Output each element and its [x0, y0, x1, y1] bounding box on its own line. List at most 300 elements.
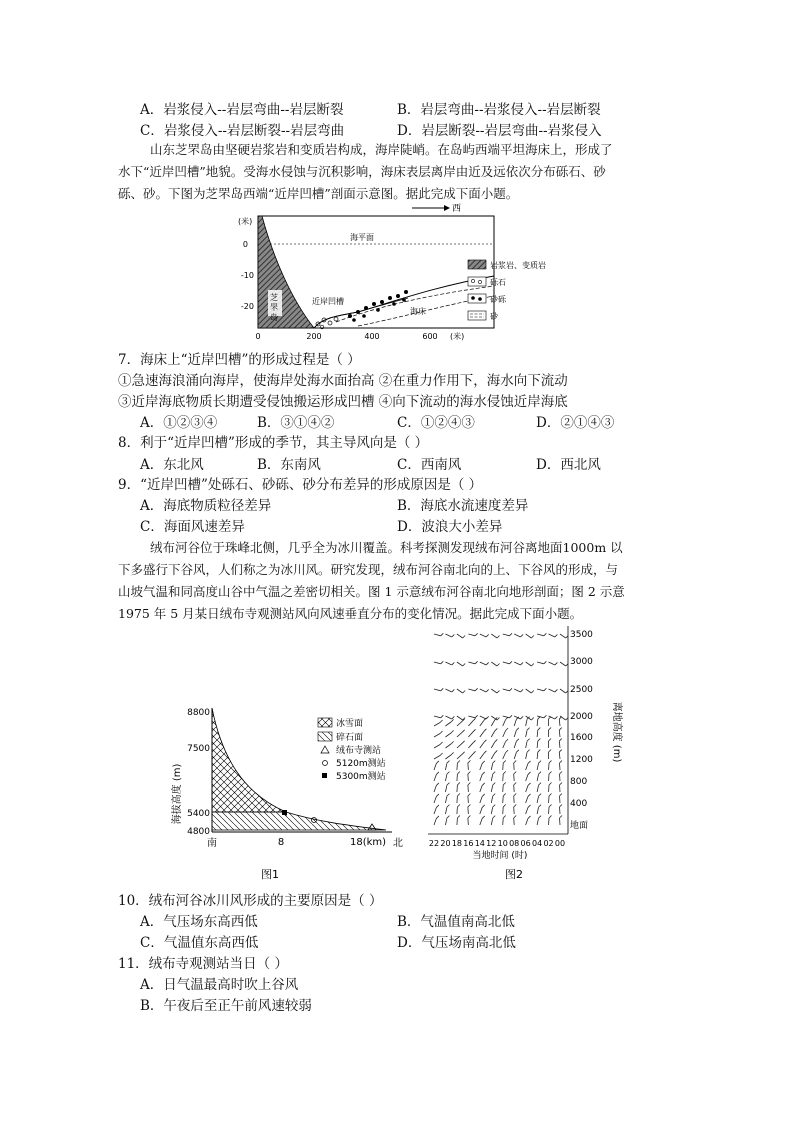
wind-barb-flag — [486, 689, 489, 692]
wind-barb-flag — [436, 805, 439, 808]
wind-barb-flag — [560, 761, 563, 764]
q11-option-b: B．午夜后至正午前风速较弱 — [140, 998, 312, 1014]
wind-barb — [537, 752, 538, 759]
wind-barb — [434, 796, 436, 803]
fig1-ytick-7500: 7500 — [187, 744, 210, 754]
wind-barb — [468, 716, 475, 718]
x-tick-600: 600 — [422, 332, 438, 341]
wind-barb — [526, 774, 528, 781]
passage2-line1: 绒布河谷位于珠峰北侧，几乎全为冰川覆盖。科考探测发现绒布河谷离地面1000m 以 — [150, 540, 623, 555]
wind-barb — [503, 716, 510, 718]
q9-stem: 9．“近岸凹槽”处砾石、砂砾、砂分布差异的形成原因是（ ） — [118, 477, 483, 493]
fig1-south: 南 — [207, 838, 217, 849]
wind-barb-flag — [549, 794, 552, 797]
passage1-line2: 水下“近岸凹槽”地貌。受海水侵蚀与沉积影响，海床表层离岸由近及远依次分布砾石、砂 — [118, 164, 606, 179]
wind-barb-flag — [441, 661, 444, 664]
wind-barb — [559, 719, 560, 726]
wind-barb — [457, 754, 462, 759]
wind-barb-flag — [475, 688, 478, 691]
wind-barb-flag — [493, 772, 496, 775]
wind-barb — [468, 689, 475, 691]
wind-barb-flag — [457, 783, 460, 786]
wind-barb — [537, 796, 538, 803]
q10-option-b: B．气温值南高北低 — [397, 914, 515, 930]
wind-barb-flag — [549, 728, 552, 731]
wind-barb-flag — [495, 728, 498, 731]
wind-barb-flag — [495, 750, 498, 753]
wind-barb — [526, 785, 528, 792]
wind-barb — [480, 796, 482, 803]
wind-barb-flag — [539, 783, 542, 786]
wind-barb-flag — [560, 783, 563, 786]
q7-option-c: C．①②④③ — [397, 415, 475, 431]
wind-barb-flag — [506, 739, 509, 742]
wind-barb — [434, 785, 436, 792]
fig2-x-ticks — [429, 839, 565, 848]
fig2-xtick: 08 — [509, 839, 520, 848]
wind-barb — [434, 774, 436, 781]
wind-barb — [491, 785, 492, 792]
wind-barb-flag — [451, 730, 454, 733]
q6-option-d: D．岩层断裂--岩层弯曲--岩浆侵入 — [397, 123, 602, 139]
q9-option-c: C．海面风速差异 — [140, 519, 245, 535]
wind-barb — [434, 807, 436, 814]
y-tick-10: -10 — [240, 271, 254, 280]
fig2-xtick: 10 — [497, 839, 508, 848]
wind-barb-flag — [509, 688, 512, 691]
x-tick-200: 200 — [306, 332, 322, 341]
q9-option-d: D．波浪大小差异 — [397, 519, 503, 535]
wind-barb-flag — [503, 816, 506, 819]
wind-barb-flag — [560, 816, 563, 819]
wind-barb — [503, 753, 506, 759]
wind-barb-flag — [539, 761, 542, 764]
wind-barb-flag — [549, 761, 552, 764]
wind-barb — [526, 763, 528, 770]
wind-barb-flag — [544, 633, 547, 636]
wind-barb — [537, 719, 538, 726]
wind-barb-flag — [521, 662, 524, 665]
wind-barb — [480, 818, 482, 825]
wind-barb-flag — [538, 728, 541, 731]
fig2-xtick: 00 — [554, 839, 566, 848]
wind-barb — [514, 719, 516, 726]
fig1-ytick-4800: 4800 — [187, 827, 210, 837]
wind-barb-flag — [482, 794, 485, 797]
wind-barb — [537, 730, 538, 737]
wind-barb — [445, 689, 451, 692]
wind-barb — [434, 734, 440, 738]
fig1-xtick-18: 18(km) — [349, 837, 387, 848]
wind-barb-flag — [441, 688, 444, 691]
wind-barb — [514, 662, 520, 665]
wind-barb-flag — [559, 750, 562, 753]
wind-barb — [457, 689, 463, 693]
q8-option-b: B．东南风 — [257, 457, 321, 473]
wind-barb-flag — [473, 751, 476, 754]
passage2-line3: 山坡气温和同高度山谷中气温之差密切相关。图 1 示意绒布河谷南北向地形剖面；图 2 示意 — [118, 584, 625, 599]
wind-barb-flag — [544, 688, 547, 691]
wind-barb-flag — [521, 634, 524, 637]
wind-barb-flag — [555, 634, 558, 637]
wind-barb — [491, 662, 497, 666]
wind-barb — [491, 807, 492, 814]
wind-barb-flag — [560, 794, 563, 797]
wind-barb-flag — [549, 805, 552, 808]
wind-barb — [491, 796, 492, 803]
wind-barb — [559, 730, 560, 737]
wind-barb-flag — [549, 750, 552, 753]
wind-barb-flag — [509, 661, 512, 664]
wind-barb — [503, 689, 510, 691]
wind-barb-flag — [475, 661, 478, 664]
wind-barb — [503, 731, 506, 737]
wind-barb — [526, 741, 527, 748]
wind-barb — [457, 634, 463, 638]
wind-barb-flag — [521, 689, 524, 692]
wind-barb-flag — [521, 716, 524, 719]
wind-barb — [526, 634, 532, 638]
wind-barb-flag — [452, 716, 455, 719]
wind-barb-flag — [440, 742, 443, 745]
wind-barb-flag — [482, 783, 485, 786]
wind-barb-flag — [441, 633, 444, 636]
wind-barb — [434, 745, 440, 749]
wind-barb-flag — [503, 761, 506, 764]
wind-barb-flag — [486, 716, 489, 719]
wind-barb-flag — [497, 664, 500, 667]
fig2-xtick: 04 — [531, 839, 543, 848]
wind-barb — [537, 774, 538, 781]
wind-barb-flag — [514, 761, 517, 764]
wind-barb — [503, 720, 506, 726]
wind-barb — [457, 716, 463, 720]
wind-barb-flag — [447, 794, 450, 797]
wind-barb-flag — [528, 816, 531, 819]
fig1-legend-debris: 碎石面 — [336, 733, 364, 743]
wind-barb-flag — [549, 816, 552, 819]
wind-barb — [526, 807, 528, 814]
wind-barb — [445, 774, 446, 781]
q8-option-a: A．东北风 — [140, 457, 204, 473]
fig2-ytick-1600: 1600 — [570, 733, 593, 743]
fig1-caption: 图1 — [261, 868, 279, 881]
wind-barb-flag — [528, 761, 531, 764]
wind-barb-flag — [482, 816, 485, 819]
wind-barb — [480, 807, 482, 814]
q8-option-c: C．西南风 — [397, 457, 462, 473]
wind-barb — [480, 763, 482, 770]
wind-barb-flag — [475, 633, 478, 636]
wind-barb-flag — [538, 750, 541, 753]
wind-barb — [480, 742, 484, 748]
wind-barb-flag — [528, 794, 531, 797]
wind-barb — [549, 634, 555, 637]
wind-barb-flag — [544, 715, 547, 718]
wind-barb — [491, 818, 492, 825]
x-tick-0: 0 — [255, 332, 261, 341]
wind-barb-flag — [473, 729, 476, 732]
passage1-line3: 砾、砂。下图为芝罘岛西端“近岸凹槽”剖面示意图。据此完成下面小题。 — [118, 186, 519, 201]
wind-barb-flag — [531, 718, 534, 721]
wind-barb-flag — [447, 772, 450, 775]
wind-barb — [468, 732, 473, 737]
wind-barb-flag — [451, 719, 454, 722]
wind-barb-flag — [440, 720, 443, 723]
wind-barb-flag — [493, 794, 496, 797]
wind-barb-flag — [503, 772, 506, 775]
wind-barb — [549, 662, 555, 665]
q6-option-a: A．岩浆侵入--岩层弯曲--岩层断裂 — [140, 102, 344, 118]
wind-barb — [559, 752, 560, 759]
wind-barb-flag — [436, 783, 439, 786]
wind-barb-flag — [560, 805, 563, 808]
wind-barb-flag — [452, 662, 455, 665]
q7-option-b: B．③①④② — [257, 415, 335, 431]
wind-barb-flag — [493, 805, 496, 808]
wind-barb — [445, 744, 451, 748]
fig1-ytick-8800: 8800 — [187, 708, 210, 718]
wind-barb-flag — [468, 761, 471, 764]
wind-barb — [457, 743, 462, 748]
wind-barb-flag — [497, 691, 500, 694]
q6-option-b: B．岩层弯曲--岩浆侵入--岩层断裂 — [397, 102, 601, 118]
wind-barb — [537, 662, 544, 664]
wind-barb-flag — [440, 753, 443, 756]
wind-barb — [468, 662, 475, 664]
fig2-caption: 图2 — [505, 868, 523, 881]
wind-barb — [445, 716, 451, 719]
wind-barb — [560, 634, 566, 638]
q7-statement-2: ③近岸海底物质长期遭受侵蚀搬运形成凹槽 ④向下流动的海水侵蚀近岸海底 — [118, 394, 568, 410]
wind-barb-flag — [436, 794, 439, 797]
fig2-ytick-ground: 地面 — [570, 821, 589, 831]
wind-barb — [480, 689, 486, 692]
groove-profile-figure — [218, 200, 558, 348]
wind-barb-flag — [440, 731, 443, 734]
q8-stem: 8．利于“近岸凹槽”形成的季节，其主导风向是（ ） — [118, 435, 429, 451]
wind-barb-flag — [555, 716, 558, 719]
wind-barb — [445, 634, 451, 637]
wind-barb-flag — [528, 772, 531, 775]
wind-barb-flag — [475, 715, 478, 718]
fig1-legend-rongbuk: 绒布寺测站 — [336, 746, 382, 756]
fig2-ytick-3000: 3000 — [570, 657, 593, 667]
wind-barb-flag — [441, 715, 444, 718]
wind-barb — [457, 662, 463, 666]
wind-barb — [549, 689, 555, 692]
fig2-wind-barbs — [434, 633, 568, 825]
wind-barb-flag — [555, 689, 558, 692]
wind-barb-flag — [484, 729, 487, 732]
wind-barb — [526, 719, 527, 726]
wind-barb-flag — [463, 664, 466, 667]
wind-barb — [560, 662, 566, 666]
wind-barb — [491, 763, 492, 770]
wind-barb — [480, 753, 484, 759]
wind-barb — [457, 732, 462, 737]
wind-barb-flag — [528, 783, 531, 786]
seabed-label: 海床 — [410, 307, 426, 316]
wind-barb-flag — [531, 636, 534, 639]
wind-barb-flag — [514, 805, 517, 808]
wind-barb-flag — [473, 718, 476, 721]
wind-barb — [537, 818, 538, 825]
wind-barb — [468, 634, 475, 636]
wind-barb-flag — [538, 739, 541, 742]
q7-option-d: D．②①④③ — [536, 415, 615, 431]
fig2-ytick-3500: 3500 — [570, 630, 593, 640]
wind-barb-flag — [484, 740, 487, 743]
fig1-xtick-8: 8 — [277, 837, 285, 848]
wind-barb-flag — [503, 794, 506, 797]
wind-barb-flag — [447, 816, 450, 819]
island-label-1: 芝 — [270, 293, 278, 302]
wind-barb-flag — [436, 772, 439, 775]
wind-barb — [434, 723, 440, 727]
q10-option-a: A．气压场东高西低 — [140, 914, 258, 930]
wind-barb — [445, 763, 446, 770]
wind-barb — [434, 818, 436, 825]
wind-barb — [514, 730, 516, 737]
wind-barb — [526, 752, 527, 759]
fig2-ytick-2000: 2000 — [570, 712, 593, 722]
wind-barb-flag — [457, 805, 460, 808]
wind-barb-flag — [555, 662, 558, 665]
wind-barb — [491, 689, 497, 693]
wind-barb — [491, 634, 497, 638]
q7-statement-1: ①急速海浪涌向海岸，使海岸处海水面抬高 ②在重力作用下，海水向下流动 — [118, 373, 568, 389]
wind-barb — [559, 741, 560, 748]
wind-barb-flag — [527, 739, 530, 742]
wind-barb-flag — [559, 717, 562, 720]
wind-barb-flag — [509, 715, 512, 718]
wind-barb — [514, 752, 516, 759]
island-rock — [258, 216, 314, 328]
wind-barb-flag — [539, 805, 542, 808]
x-unit: (米) — [450, 332, 465, 341]
wind-barb-flag — [447, 783, 450, 786]
wind-barb-flag — [531, 691, 534, 694]
wind-barb-flag — [463, 636, 466, 639]
wind-barb-flag — [497, 636, 500, 639]
wind-barb-flag — [493, 783, 496, 786]
wind-barb — [434, 763, 436, 770]
fig1-legend-snow: 冰雪面 — [336, 719, 364, 729]
wind-barb-flag — [468, 772, 471, 775]
wind-barb — [445, 807, 446, 814]
y-tick-0: 0 — [242, 240, 248, 249]
wind-barb — [491, 774, 492, 781]
wind-barb — [445, 785, 446, 792]
fig2-ytick-2500: 2500 — [570, 685, 593, 695]
wind-barb-flag — [484, 751, 487, 754]
passage2-line4: 1975 年 5 月某日绒布寺观测站风向风速垂直分布的变化情况。据此完成下面小题。 — [118, 606, 583, 621]
wind-barb-flag — [539, 794, 542, 797]
legend-sandgravel: 砂砾 — [490, 295, 506, 304]
wind-barb — [537, 763, 538, 770]
west-label: 西 — [452, 204, 462, 214]
q7-stem: 7．海床上“近岸凹槽”的形成过程是（ ） — [118, 352, 361, 368]
wind-barb-flag — [451, 741, 454, 744]
wind-barb — [480, 731, 484, 737]
fig2-ytick-400: 400 — [570, 799, 588, 809]
wind-barb-flag — [539, 772, 542, 775]
y-unit: (米) — [238, 217, 253, 226]
wind-barb-flag — [457, 761, 460, 764]
wind-barb — [480, 662, 486, 665]
wind-barb-flag — [506, 728, 509, 731]
wind-barb — [537, 785, 538, 792]
wind-barb-flag — [495, 739, 498, 742]
q10-option-c: C．气温值东高西低 — [140, 935, 259, 951]
wind-barb-flag — [503, 805, 506, 808]
fig2-xtick: 20 — [440, 839, 451, 848]
wind-barb — [434, 716, 441, 718]
wind-barb — [445, 796, 446, 803]
island-label-3: 岛 — [270, 313, 278, 322]
wind-barb — [526, 796, 528, 803]
wind-barb — [503, 662, 510, 664]
wind-barb — [514, 689, 520, 692]
wind-barb-flag — [514, 772, 517, 775]
q7-option-a: A．①②③④ — [140, 415, 218, 431]
wind-barb-flag — [493, 761, 496, 764]
wind-barb-flag — [514, 816, 517, 819]
q6-option-c: C．岩浆侵入--岩层断裂--岩层弯曲 — [140, 123, 345, 139]
wind-barb — [526, 818, 528, 825]
wind-barb — [526, 689, 532, 693]
wind-barb — [445, 818, 446, 825]
wind-barb-flag — [482, 761, 485, 764]
legend-sand: 砂 — [490, 312, 498, 321]
wind-barb-flag — [539, 816, 542, 819]
wind-barb — [434, 689, 441, 691]
wind-barb — [503, 742, 506, 748]
wind-barb — [457, 721, 462, 726]
wind-barb — [468, 754, 473, 759]
wind-barb — [434, 662, 441, 664]
wind-barb-flag — [457, 794, 460, 797]
legend-rock: 岩浆岩、变质岩 — [490, 261, 546, 270]
fig1-ylabel: 海拔高度 (m) — [172, 763, 183, 825]
wind-barb-flag — [436, 816, 439, 819]
y-tick-20: -20 — [240, 302, 254, 311]
wind-barb-flag — [463, 691, 466, 694]
wind-barb-flag — [468, 783, 471, 786]
wind-barb-flag — [486, 634, 489, 637]
passage1-line1: 山东芝罘岛由坚硬岩浆岩和变质岩构成，海岸陡峭。在岛屿西端平坦海床上，形成了 — [150, 142, 613, 157]
fig2-xtick: 12 — [486, 839, 497, 848]
wind-barb-flag — [452, 689, 455, 692]
wind-barb-flag — [482, 772, 485, 775]
wind-barb-flag — [514, 783, 517, 786]
legend-gravel: 砾石 — [490, 278, 506, 287]
wind-barb-flag — [559, 739, 562, 742]
wind-barb-flag — [452, 634, 455, 637]
wind-barb-flag — [516, 739, 519, 742]
fig2-xtick: 06 — [520, 839, 531, 848]
fig2-xtick: 14 — [474, 839, 485, 848]
fig2-xtick: 18 — [451, 839, 463, 848]
wind-barb — [491, 742, 495, 748]
wind-barb-flag — [528, 805, 531, 808]
wind-barb-flag — [462, 741, 465, 744]
wind-barb-flag — [451, 752, 454, 755]
fig1-north: 北 — [393, 838, 403, 849]
wind-profile-figure — [418, 622, 632, 884]
wind-barb-flag — [468, 805, 471, 808]
